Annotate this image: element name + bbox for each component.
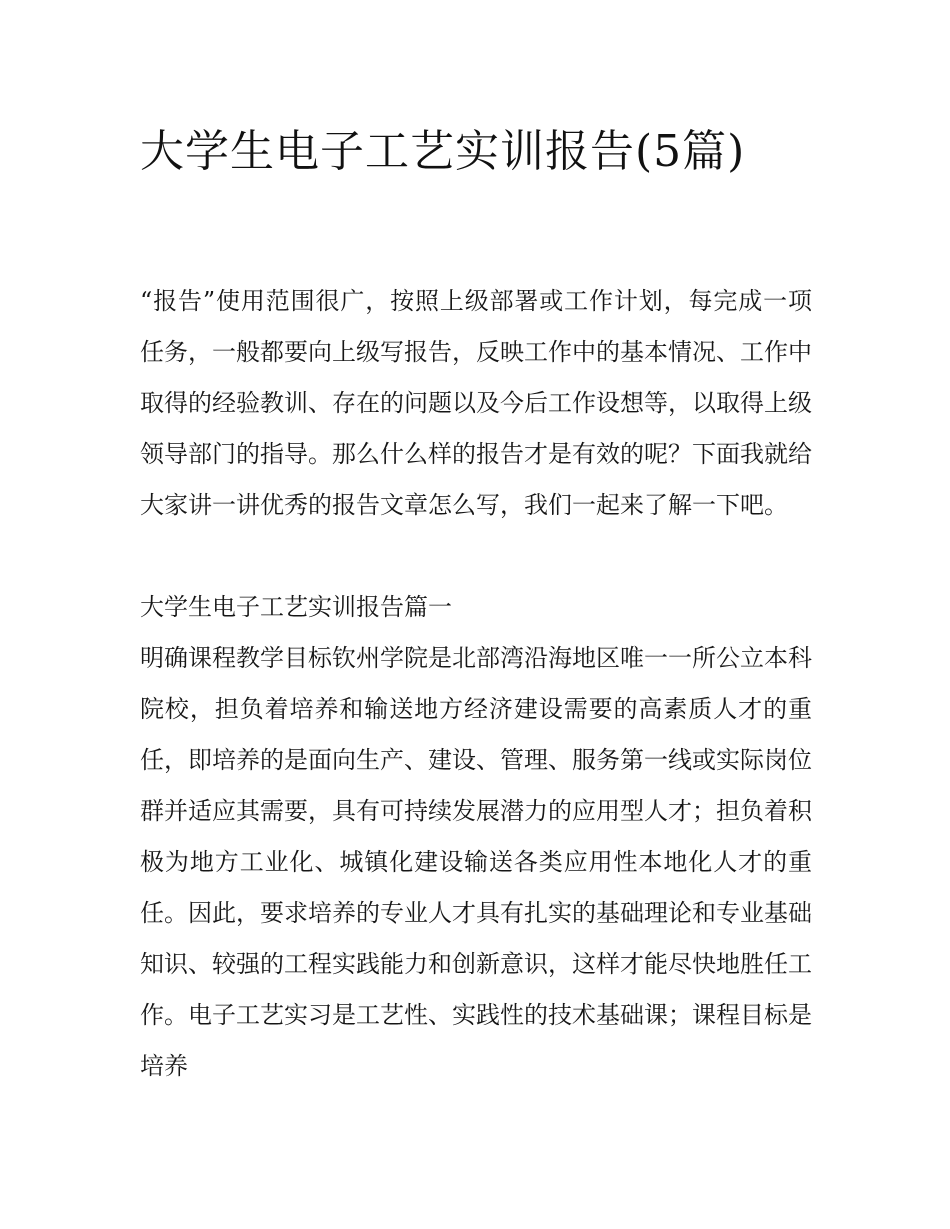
section-heading: 大学生电子工艺实训报告篇一 <box>140 593 452 621</box>
intro-paragraph: “报告”使用范围很广，按照上级部署或工作计划，每完成一项任务，一般都要向上级写报告，反映工作中的基本情况、工作中取得的经验教训、存在的问题以及今后工作设想等，以取得上级领导部门的指导。那么什么样的报告才是有效的呢？下面我就给大家讲一讲优秀的报告文章怎么写，我们一起来了解一下吧。 <box>140 287 812 519</box>
section-body-paragraph: 明确课程教学目标钦州学院是北部湾沿海地区唯一一所公立本科院校，担负着培养和输送地方经济建设需要的高素质人才的重任，即培养的是面向生产、建设、管理、服务第一线或实际岗位群并适应其需要，具有可持续发展潜力的应用型人才；担负着积极为地方工业化、城镇化建设输送各类应用性本地化人才的重任。因此，要求培养的专业人才具有扎实的基础理论和专业基础知识、较强的工程实践能力和创新意识，这样才能尽快地胜任工作。电子工艺实习是工艺性、实践性的技术基础课；课程目标是培养 <box>140 644 812 1080</box>
document-title: 大学生电子工艺实训报告(5篇) <box>140 126 746 177</box>
